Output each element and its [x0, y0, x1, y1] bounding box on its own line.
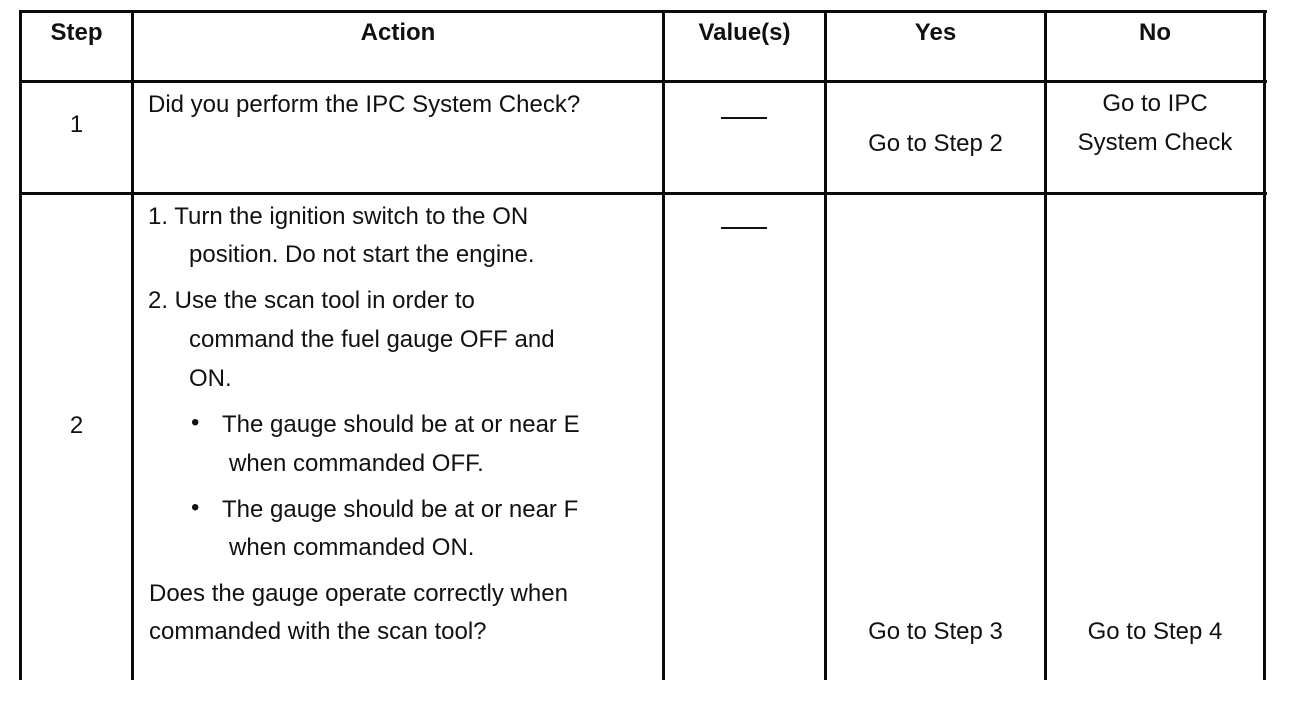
header-bottom-border: [19, 80, 1267, 83]
row2-item2-line1: 2. Use the scan tool in order to: [148, 287, 475, 314]
row1-no-line1: Go to IPC: [1102, 90, 1208, 117]
header-values: Value(s): [698, 19, 791, 46]
table-right-border: [1263, 10, 1266, 680]
row2-yes: Go to Step 3: [868, 618, 1003, 645]
row2-bullet1-line1: The gauge should be at or near E: [222, 411, 580, 438]
header-no: No: [1139, 19, 1171, 46]
row1-value-dash: [721, 117, 767, 119]
header-yes: Yes: [914, 19, 957, 46]
col-divider-step-action: [131, 10, 134, 680]
col-divider-action-value: [662, 10, 665, 680]
row2-item1-line2: position. Do not start the engine.: [189, 241, 535, 268]
diagnostic-table: [19, 10, 1267, 680]
header-action: Action: [360, 19, 436, 46]
row1-bottom-border: [19, 192, 1267, 195]
row2-question-line2: commanded with the scan tool?: [149, 618, 487, 645]
header-step: Step: [50, 19, 103, 46]
row2-item2-line2: command the fuel gauge OFF and: [189, 326, 555, 353]
row2-item2-line3: ON.: [189, 365, 232, 392]
row2-bullet1-marker: •: [191, 409, 200, 436]
row2-bullet2-marker: •: [191, 494, 200, 521]
row2-no: Go to Step 4: [1087, 618, 1223, 645]
row1-action: Did you perform the IPC System Check?: [148, 91, 581, 118]
col-divider-value-yes: [824, 10, 827, 680]
row1-yes: Go to Step 2: [868, 130, 1003, 157]
row2-step: 2: [69, 412, 84, 439]
row2-bullet2-line1: The gauge should be at or near F: [222, 496, 579, 523]
row1-step: 1: [69, 111, 84, 138]
row2-question-line1: Does the gauge operate correctly when: [149, 580, 568, 607]
table-top-border: [19, 10, 1267, 13]
row2-item1-line1: 1. Turn the ignition switch to the ON: [148, 203, 529, 230]
row1-no-line2: System Check: [1077, 129, 1233, 156]
row2-bullet2-line2: when commanded ON.: [229, 534, 475, 561]
row2-value-dash: [721, 227, 767, 229]
row2-bullet1-line2: when commanded OFF.: [229, 450, 484, 477]
